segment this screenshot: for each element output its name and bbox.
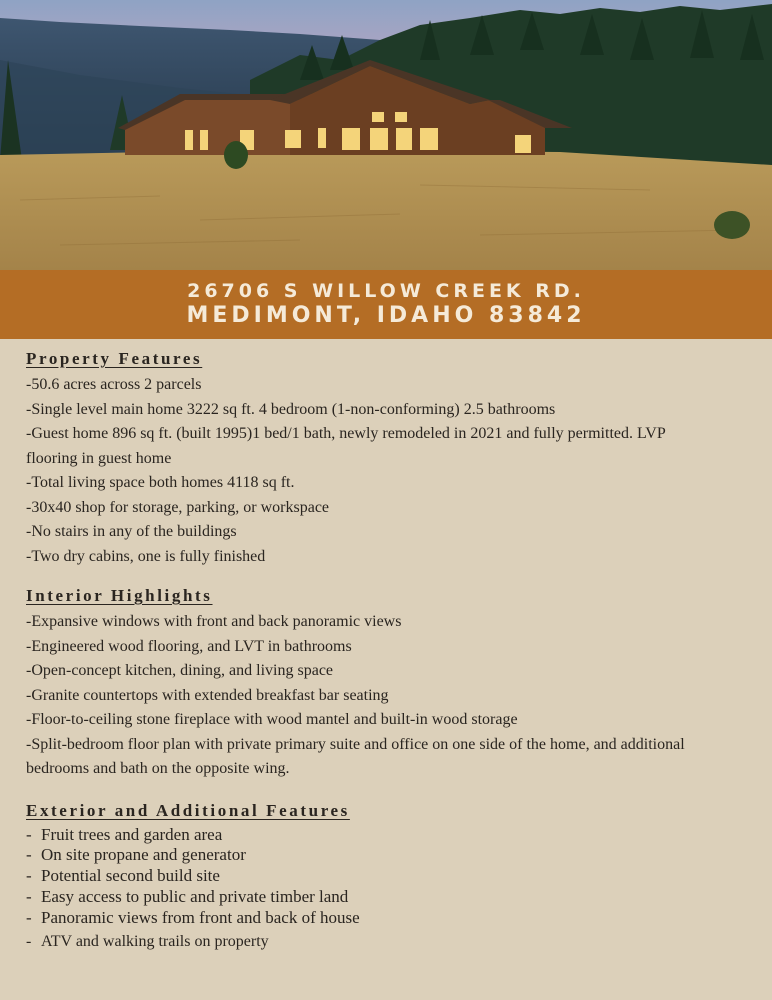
bullet-dash: -: [26, 886, 32, 906]
property-feature-item: -Single level main home 3222 sq ft. 4 bedroom (1-non-conforming) 2.5 bathrooms: [26, 400, 556, 418]
interior-highlights-section: [26, 586, 746, 782]
exterior-feature-text: ATV and walking trails on property: [41, 933, 269, 951]
property-feature-item: -Total living space both homes 4118 sq ft.: [26, 474, 295, 491]
interior-highlight-item: -Expansive windows with front and back panoramic views: [26, 613, 402, 630]
interior-highlight-item: -Engineered wood flooring, and LVT in bathrooms: [26, 637, 352, 655]
exterior-features-heading: Exterior and Additional Features: [26, 800, 350, 820]
exterior-feature-item: [26, 845, 746, 866]
exterior-feature-item: [26, 866, 746, 887]
property-feature-item: -No stairs in any of the buildings: [26, 523, 237, 540]
property-features-section: [26, 349, 746, 569]
hero-photo: [0, 0, 772, 270]
bullet-dash: -: [26, 907, 32, 927]
property-feature-item: -Guest home 896 sq ft. (built 1995)1 bed/1 bath, newly remodeled in 2021 and fully permitted. LVP: [26, 425, 666, 442]
address-city-state-zip: MEDIMONT, IDAHO 83842: [186, 303, 586, 328]
exterior-feature-item: [26, 887, 746, 908]
exterior-feature-text: Potential second build site: [41, 866, 220, 886]
bullet-dash: -: [26, 845, 32, 865]
address-banner: [0, 270, 772, 339]
interior-highlights-heading: Interior Highlights: [26, 586, 213, 605]
exterior-feature-text: Panoramic views from front and back of house: [41, 907, 360, 927]
bullet-dash: -: [26, 933, 32, 951]
bullet-dash: -: [26, 866, 32, 886]
interior-highlight-item: -Floor-to-ceiling stone fireplace with wood mantel and built-in wood storage: [26, 711, 518, 728]
exterior-feature-text: On site propane and generator: [41, 845, 246, 865]
interior-highlight-item: -Open-concept kitchen, dining, and living space: [26, 662, 334, 679]
exterior-feature-item: [26, 908, 746, 929]
property-feature-item: flooring in guest home: [26, 449, 172, 467]
interior-highlight-item: -Split-bedroom floor plan with private primary suite and office on one side of the home, and additional: [26, 735, 685, 753]
interior-highlight-item: bedrooms and bath on the opposite wing.: [26, 760, 290, 777]
house-landscape-image: [0, 0, 772, 270]
exterior-feature-item: [26, 825, 746, 846]
exterior-feature-text: Easy access to public and private timber land: [41, 886, 349, 906]
property-feature-item: -50.6 acres across 2 parcels: [26, 376, 202, 393]
address-street: 26706 S WILLOW CREEK RD.: [187, 280, 585, 302]
interior-highlight-item: -Granite countertops with extended breakfast bar seating: [26, 686, 389, 704]
bullet-dash: -: [26, 824, 32, 844]
exterior-feature-text: Fruit trees and garden area: [41, 824, 223, 844]
exterior-features-section: [26, 801, 746, 954]
features-content: [0, 339, 772, 953]
property-feature-item: -30x40 shop for storage, parking, or workspace: [26, 498, 330, 516]
property-feature-item: -Two dry cabins, one is fully finished: [26, 547, 266, 565]
exterior-feature-item: [26, 932, 746, 953]
property-features-heading: Property Features: [26, 349, 203, 368]
